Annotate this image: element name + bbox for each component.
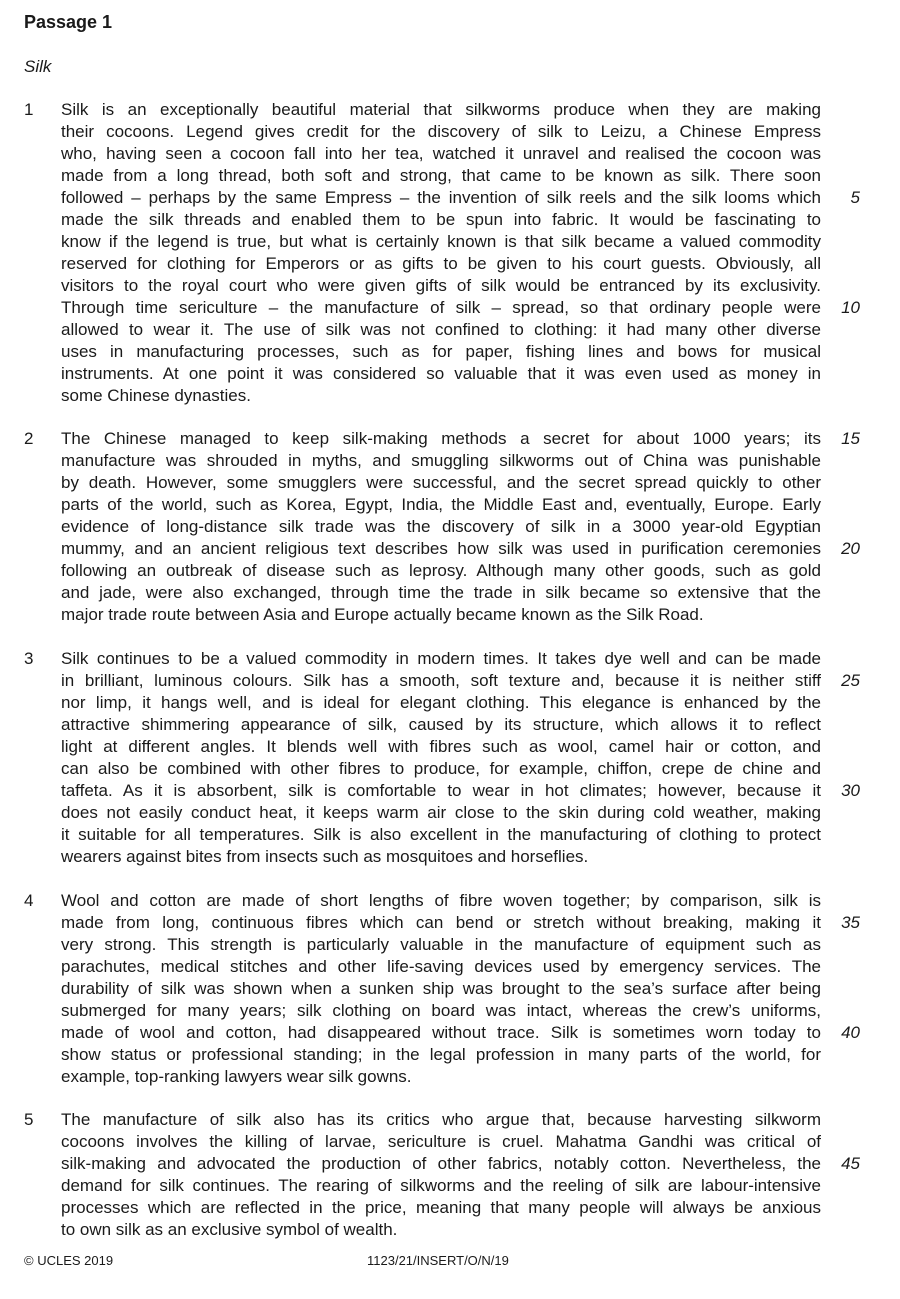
text-line: reserved for clothing for Emperors or as gifts to be given to his court guests. Obviously, all	[61, 254, 821, 273]
text-line: manufacture was shrouded in myths, and smuggling silkworms out of China was punishable	[61, 451, 821, 470]
paragraph	[0, 890, 900, 1088]
text-line: The Chinese managed to keep silk-making methods a secret for about 1000 years; its	[61, 429, 821, 448]
text-line: following an outbreak of disease such as leprosy. Although many other goods, such as gold	[61, 561, 821, 580]
text-line: mummy, and an ancient religious text describes how silk was used in purification ceremonies	[61, 539, 821, 558]
footer-copyright: © UCLES 2019	[24, 1253, 114, 1268]
text-line: Wool and cotton are made of short lengths of fibre woven together; by comparison, silk is	[61, 891, 821, 910]
line-number: 40	[841, 1023, 860, 1042]
text-line: Silk continues to be a valued commodity in modern times. It takes dye well and can be made	[61, 649, 821, 668]
paragraph-number: 4	[24, 891, 34, 910]
text-line: example, top-ranking lawyers wear silk gowns.	[61, 1067, 412, 1086]
text-line: cocoons involves the killing of larvae, sericulture is cruel. Mahatma Gandhi was critical of	[61, 1132, 821, 1151]
text-line: their cocoons. Legend gives credit for the discovery of silk to Leizu, a Chinese Empress	[61, 122, 821, 141]
text-line: made from long, continuous fibres which can bend or stretch without breaking, making it	[61, 913, 821, 932]
text-line: submerged for many years; silk clothing on board was intact, whereas the crew’s uniforms,	[61, 1001, 821, 1020]
text-line: taffeta. As it is absorbent, silk is comfortable to wear in hot climates; however, because it	[61, 781, 821, 800]
paragraph-number: 1	[24, 100, 34, 119]
text-line: in brilliant, luminous colours. Silk has a smooth, soft texture and, because it is neither stiff	[61, 671, 821, 690]
line-number: 15	[841, 429, 860, 448]
text-line: know if the legend is true, but what is certainly known is that silk became a valued commodity	[61, 232, 821, 251]
text-line: processes which are reflected in the price, meaning that many people will always be anxious	[61, 1198, 821, 1217]
paragraph-number: 3	[24, 649, 34, 668]
line-number: 10	[841, 298, 860, 317]
line-number: 25	[841, 671, 860, 690]
text-line: demand for silk continues. The rearing of silkworms and the reeling of silk are labour-intensive	[61, 1176, 821, 1195]
footer-code: 1123/21/INSERT/O/N/19	[367, 1253, 509, 1268]
line-number: 5	[850, 188, 860, 207]
line-number: 30	[841, 781, 860, 800]
text-line: made of wool and cotton, had disappeared without trace. Silk is sometimes worn today to	[61, 1023, 821, 1042]
line-number: 35	[841, 913, 860, 932]
text-line: nor limp, it hangs well, and is ideal for elegant clothing. This elegance is enhanced by the	[61, 693, 821, 712]
text-line: evidence of long-distance silk trade was the discovery of silk in a 3000 year-old Egyptian	[61, 517, 821, 536]
text-line: parts of the world, such as Korea, Egypt, India, the Middle East and, eventually, Europe. Early	[61, 495, 821, 514]
line-number: 45	[841, 1154, 860, 1173]
text-line: allowed to wear it. The use of silk was not confined to clothing: it had many other diverse	[61, 320, 821, 339]
text-line: The manufacture of silk also has its critics who argue that, because harvesting silkworm	[61, 1110, 821, 1129]
text-line: by death. However, some smugglers were successful, and the secret spread quickly to other	[61, 473, 821, 492]
text-line: uses in manufacturing processes, such as for paper, fishing lines and bows for musical	[61, 342, 821, 361]
text-line: some Chinese dynasties.	[61, 386, 251, 405]
text-line: wearers against bites from insects such as mosquitoes and horseflies.	[61, 847, 589, 866]
text-line: light at different angles. It blends well with fibres such as wool, camel hair or cotton, and	[61, 737, 821, 756]
text-line: to own silk as an exclusive symbol of wealth.	[61, 1220, 398, 1239]
text-line: parachutes, medical stitches and other life-saving devices used by emergency services. The	[61, 957, 821, 976]
text-line: made from a long thread, both soft and strong, that came to be known as silk. There soon	[61, 166, 821, 185]
text-line: visitors to the royal court who were given gifts of silk would be entranced by its exclusivity.	[61, 276, 821, 295]
text-line: can also be combined with other fibres to produce, for example, chiffon, crepe de chine and	[61, 759, 821, 778]
paragraph-number: 5	[24, 1110, 34, 1129]
text-line: and jade, were also exchanged, through time the trade in silk became so extensive that the	[61, 583, 821, 602]
text-line: who, having seen a cocoon fall into her tea, watched it unravel and realised the cocoon was	[61, 144, 821, 163]
text-line: attractive shimmering appearance of silk, caused by its structure, which allows it to reflect	[61, 715, 821, 734]
text-line: Silk is an exceptionally beautiful material that silkworms produce when they are making	[61, 100, 821, 119]
text-line: instruments. At one point it was considered so valuable that it was even used as money in	[61, 364, 821, 383]
passage-title: Silk	[24, 57, 52, 76]
passage-heading: Passage 1	[24, 12, 113, 32]
text-line: does not easily conduct heat, it keeps warm air close to the skin during cold weather, making	[61, 803, 821, 822]
text-line: followed – perhaps by the same Empress – the invention of silk reels and the silk looms which	[61, 188, 821, 207]
text-line: durability of silk was shown when a sunken ship was brought to the sea’s surface after being	[61, 979, 821, 998]
text-line: very strong. This strength is particularly valuable in the manufacture of equipment such as	[61, 935, 821, 954]
line-number: 20	[841, 539, 860, 558]
paragraph	[0, 1109, 900, 1241]
paragraph	[0, 99, 900, 407]
text-line: it suitable for all temperatures. Silk is also excellent in the manufacturing of clothing to protect	[61, 825, 821, 844]
paragraph-number: 2	[24, 429, 34, 448]
paragraph	[0, 428, 900, 626]
paragraph	[0, 648, 900, 868]
text-line: silk-making and advocated the production of other fabrics, notably cotton. Nevertheless, the	[61, 1154, 821, 1173]
text-line: show status or professional standing; in the legal profession in many parts of the world, for	[61, 1045, 821, 1064]
text-line: Through time sericulture – the manufacture of silk – spread, so that ordinary people were	[61, 298, 821, 317]
text-line: major trade route between Asia and Europe actually became known as the Silk Road.	[61, 605, 704, 624]
text-line: made the silk threads and enabled them to be spun into fabric. It would be fascinating to	[61, 210, 821, 229]
